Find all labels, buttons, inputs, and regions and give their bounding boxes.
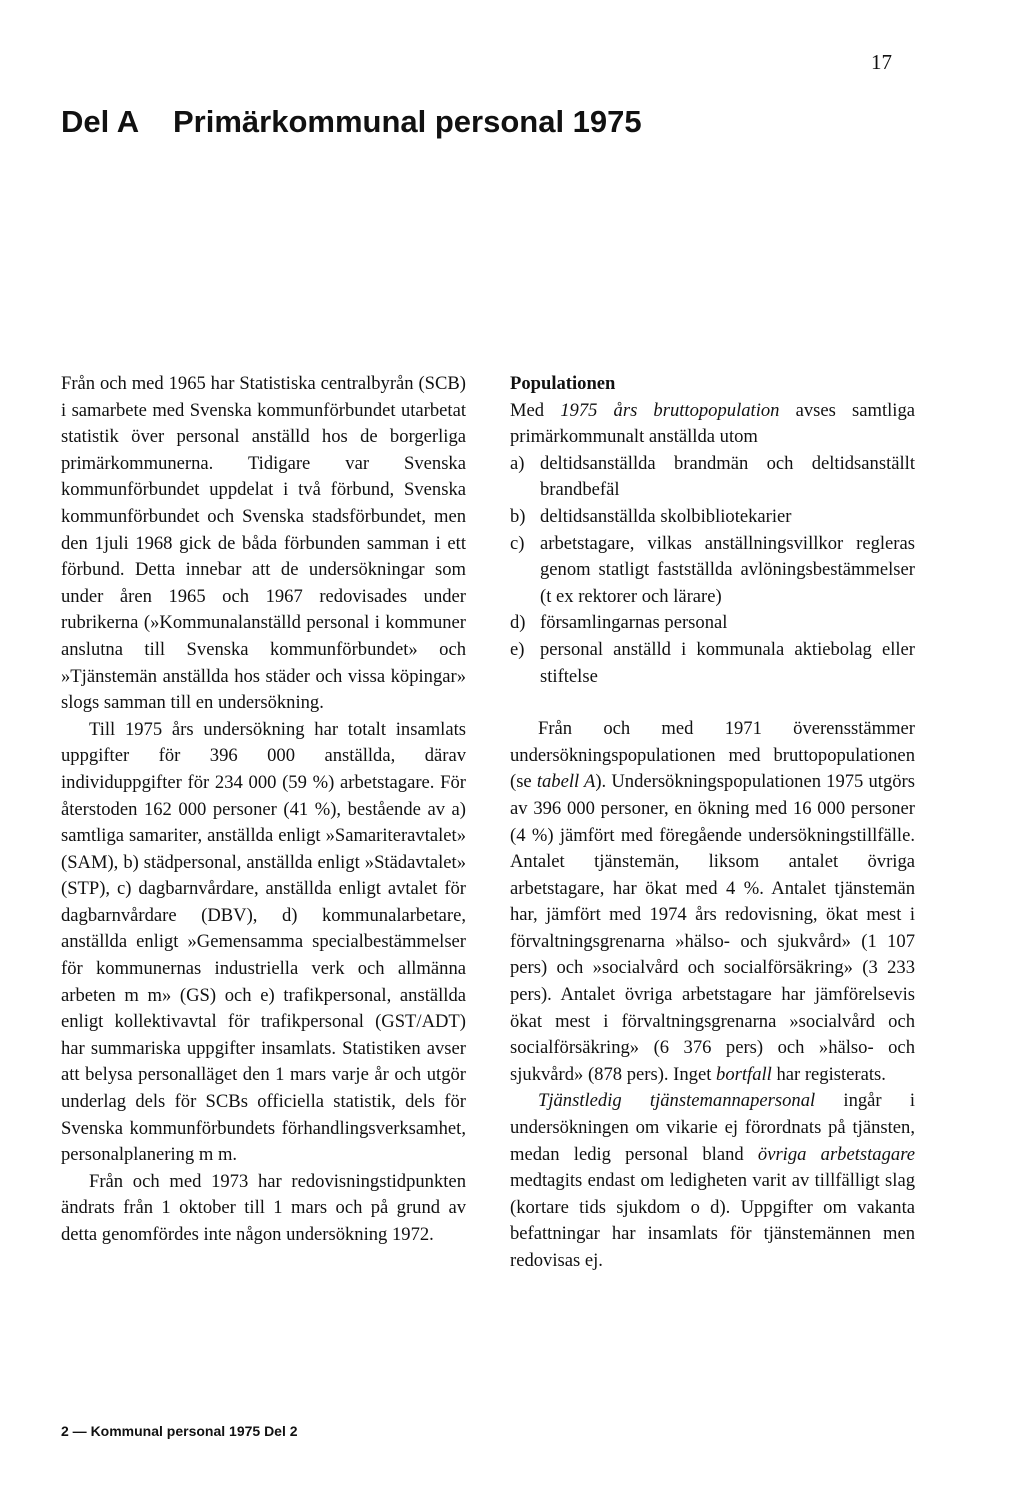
p2-ref-table: tabell A: [536, 771, 596, 793]
list-text: församlingarnas personal: [540, 612, 728, 634]
paragraph-leave: [510, 1088, 915, 1274]
p2-text-a: Från och med 1971 överensstämmer undersökningspopulationen med bruttopopulationen (se: [510, 718, 915, 793]
p2-term-bortfall: bortfall: [716, 1063, 772, 1085]
list-item: [510, 531, 915, 611]
list-text: personal anställd i kommunala aktiebolag eller stiftelse: [540, 638, 915, 687]
paragraph-collection: Till 1975 års undersökning har totalt insamlats uppgifter för 396 000 anställda, därav individuppgifter för 234 000 (59 %) arbetstagare. För återstoden 162 000 personer (41 %), bestående av a) samtliga samariter, anställda enligt »Samariteravtalet» (SAM), b) städpersonal, anställda enligt »Städavtalet» (STP), c) dagbarnvårdare, anställda enligt avtalet för dagbarnvårdare (DBV), d) kommunalarbetare, anställda enligt »Gemensamma specialbestämmelser för kommunernas industriella verk och allmänna arbeten m m» (GS) och e) trafikpersonal, anställda enligt kollektivavtal för trafikpersonal (GST/ADT) har summariska uppgifter insamlats. Statistiken avser att belysa personalläget den 1 mars varje år och utgör underlag dels för SCBs officiella statistik, dels för Svenska kommunförbundets förhandlingsverksamhet, personalplanering m m.: [61, 718, 466, 1166]
p3-term-a: Tjänstledig tjänstemannapersonal: [538, 1090, 816, 1112]
page-title: [61, 104, 642, 140]
list-text: deltidsanställda skolbibliotekarier: [540, 505, 792, 527]
intro-post: avses samtliga primärkommunalt anställda utom: [510, 399, 915, 448]
list-text: deltidsanställda brandmän och deltidsanställt brandbefäl: [540, 452, 915, 501]
population-intro: [510, 398, 915, 451]
paragraph-population: [510, 716, 915, 1088]
list-item: [510, 637, 915, 690]
p2-text-b: ). Undersökningspopulationen 1975 utgörs av 396 000 personer, en ökning med 16 000 personer (4 %) jämfört med föregående undersökningstillfälle. Antalet tjänstemän, liksom antalet övriga arbetstagare, har ökat med 4 %. Antalet tjänstemän har, jämfört med 1974 års redovisning, ökat mest i förvaltningsgrenarna »hälso- och sjukvård» (1 107 pers) och »socialvård och socialförsäkring» (3 233 pers). Antalet övriga arbetstagare har jämförelsevis ökat mest i förvaltningsgrenarna »socialvård och socialförsäkring» (6 376 pers) och »hälso- och sjukvård» (878 pers). Inget: [510, 771, 915, 1085]
list-item: [510, 451, 915, 504]
exclusion-list: [510, 451, 915, 690]
paragraph-history: Från och med 1965 har Statistiska centralbyrån (SCB) i samarbete med Svenska kommunförbundet utarbetat statistik över personal anställd hos de borgerliga primärkommunerna. Tidigare var Svenska kommunförbundet uppdelat i två förbund, Svenska kommunförbundet och Svenska stadsförbundet, men den 1juli 1968 gick de båda förbunden samman i ett förbund. Detta innebar att de undersökningar som under åren 1965 och 1967 redovisades under rubrikerna (»Kommunalanställd personal i kommuner anslutna till Svenska kommunförbundet» och »Tjänstemän anställda hos städer och vissa köpingar» slogs samman till en undersökning.: [61, 373, 466, 714]
list-marker: e): [510, 638, 525, 660]
intro-pre: Med: [510, 399, 561, 421]
list-item: [510, 504, 915, 531]
title-text: Primärkommunal personal 1975: [173, 104, 642, 139]
list-marker: b): [510, 505, 526, 527]
list-text: arbetstagare, vilkas anställningsvillkor regleras genom statligt fastställda avlöningsbestämmelser (t ex rektorer och lärare): [540, 532, 915, 607]
list-marker: d): [510, 612, 526, 634]
right-column: [510, 371, 915, 1275]
p3-text-b: medtagits endast om ledigheten varit av tillfälligt slag (kortare tids sjukdom o d). Uppgifter om vakanta befattningar har insamlats för tjänstemännen men redovisas ej.: [510, 1170, 915, 1271]
left-column: [61, 371, 466, 1249]
section-subheading: Populationen: [510, 373, 616, 394]
list-marker: a): [510, 452, 525, 474]
paragraph-timing: Från och med 1973 har redovisningstidpunkten ändrats från 1 oktober till 1 mars och på grund av detta genomfördes inte någon undersökning 1972.: [61, 1170, 466, 1245]
intro-term: 1975 års bruttopopulation: [560, 399, 780, 421]
list-item: [510, 610, 915, 637]
part-label: Del A: [61, 104, 140, 139]
page-number: 17: [871, 50, 892, 74]
p2-text-c: har registerats.: [771, 1063, 886, 1085]
p3-text-a: ingår i undersökningen om vikarie ej förordnats på tjänsten, medan ledig personal bland: [510, 1090, 916, 1165]
page-footer: 2 — Kommunal personal 1975 Del 2: [61, 1423, 298, 1439]
list-marker: c): [510, 532, 525, 554]
p3-term-b: övriga arbetstagare: [757, 1143, 915, 1165]
